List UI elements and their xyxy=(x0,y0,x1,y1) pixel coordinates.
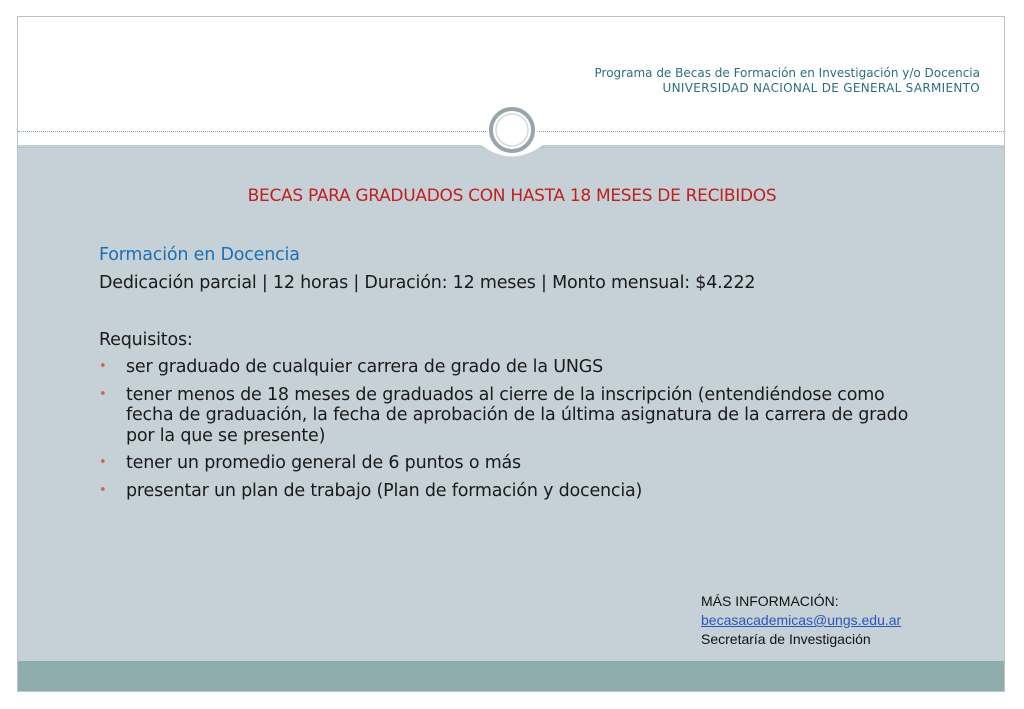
bullet-icon: • xyxy=(99,386,107,402)
contact-info xyxy=(701,592,901,649)
bullet-icon: • xyxy=(99,455,107,470)
requirement-text: tener menos de 18 meses de graduados al cierre de la inscripción (entendiéndose como fecha de graduación, la fecha de aprobación de la última asignatura de la carrera de grado por la que se presente) xyxy=(126,384,909,446)
requirements-list xyxy=(97,357,927,508)
program-name: Programa de Becas de Formación en Investigación y/o Docencia xyxy=(594,66,980,80)
list-item xyxy=(97,453,927,474)
section-subtitle: Formación en Docencia xyxy=(99,245,300,265)
university-name: UNIVERSIDAD NACIONAL DE GENERAL SARMIENTO xyxy=(662,81,980,95)
bullet-icon: • xyxy=(99,359,107,374)
header xyxy=(595,66,980,96)
page-title: BECAS PARA GRADUADOS CON HASTA 18 MESES DE RECIBIDOS xyxy=(247,186,777,206)
info-heading: MÁS INFORMACIÓN: xyxy=(701,593,839,609)
scholarship-details: Dedicación parcial | 12 horas | Duración: 12 meses | Monto mensual: $4.222 xyxy=(99,273,756,293)
requirement-text: presentar un plan de trabajo (Plan de formación y docencia) xyxy=(126,480,643,501)
requirements-heading: Requisitos: xyxy=(99,330,193,350)
footer-band xyxy=(18,661,1004,691)
list-item xyxy=(97,481,927,502)
email-link[interactable]: becasacademicas@ungs.edu.ar xyxy=(701,612,902,628)
bullet-icon: • xyxy=(99,482,107,498)
list-item xyxy=(97,357,927,378)
list-item xyxy=(97,385,927,447)
requirement-text: tener un promedio general de 6 puntos o más xyxy=(126,453,521,473)
circle-ring-ornament-icon xyxy=(480,103,544,159)
requirement-text: ser graduado de cualquier carrera de grado de la UNGS xyxy=(126,357,603,377)
office-name: Secretaría de Investigación xyxy=(701,631,871,647)
